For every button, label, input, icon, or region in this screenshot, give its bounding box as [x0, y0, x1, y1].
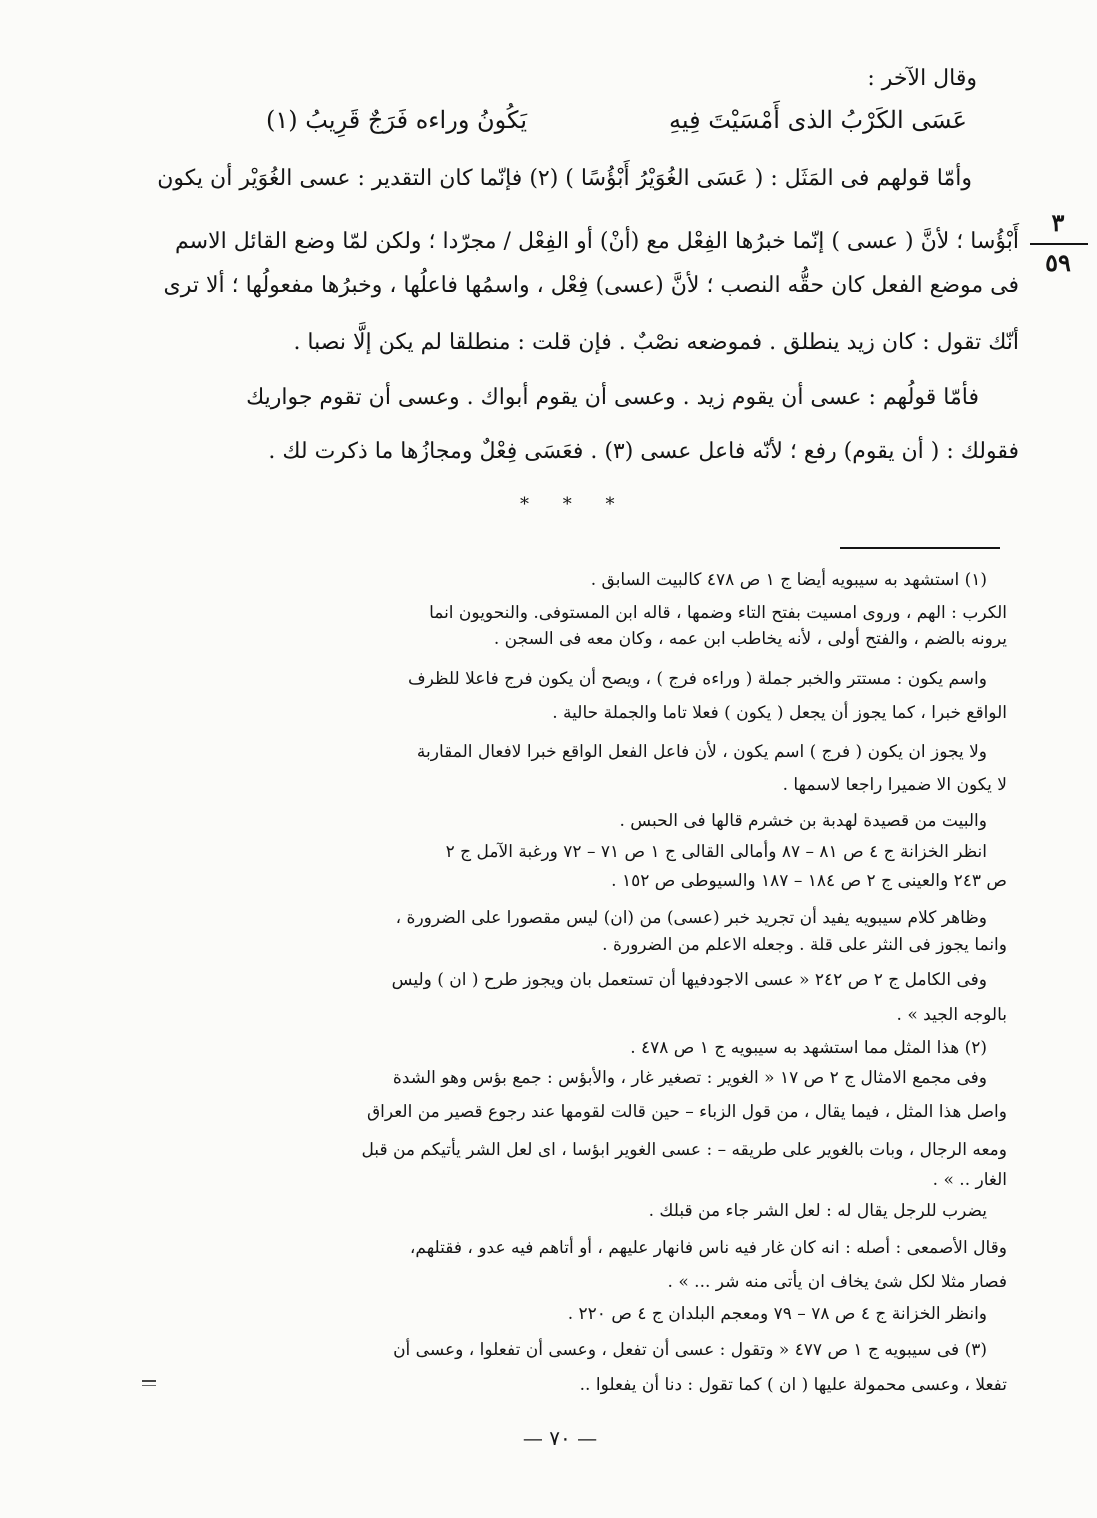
footnote-line: (٢) هذا المثل مما استشهد به سيبويه ج ١ ص ٤٧٨ . [630, 1038, 987, 1058]
print-mark [142, 1380, 156, 1382]
footnote-line: وقال الأصمعى : أصله : انه كان غار فيه ناس فانهار عليهم ، أو أتاهم فيه عدو ، فقتلهم، [409, 1238, 1007, 1258]
margin-reference-top: ٣ [1051, 208, 1065, 237]
print-mark [142, 1385, 156, 1386]
section-separator-stars: * * * [520, 494, 629, 515]
footnote-line: انظر الخزانة ج ٤ ص ٨١ – ٨٧ وأمالى القالى ج ١ ص ٧١ – ٧٢ ورغبة الآمل ج ٢ [445, 842, 987, 862]
page-number: — ٧٠ — [522, 1426, 598, 1450]
footnote-line: واسم يكون : مستتر والخبر جملة ( وراءه فرج ) ، ويصح أن يكون فرج فاعلا للظرف [407, 669, 987, 689]
footnote-line: لا يكون الا ضميرا راجعا لاسمها . [782, 775, 1007, 795]
footnote-line: ص ٢٤٣ والعينى ج ٢ ص ١٨٤ – ١٨٧ والسيوطى ص ١٥٢ . [611, 871, 1007, 891]
footnote-line: وانما يجوز فى النثر على قلة . وجعله الاعلم من الضرورة . [602, 935, 1007, 955]
margin-reference-bottom: ٥٩ [1045, 248, 1071, 277]
footnote-line: الكرب : الهم ، وروى امسيت بفتح التاء وضمها ، قاله ابن المستوفى. والنحويون انما [429, 603, 1007, 623]
main-text-line: فقولك : ( أن يقوم) رفع ؛ لأنّه فاعل عسى (٣) . فعَسَى فِعْلٌ ومجازُها ما ذكرت لك . [268, 439, 1019, 464]
footnote-line: وفى الكامل ج ٢ ص ٢٤٢ « عسى الاجودفيها أن تستعمل بان ويجوز طرح ( ان ) وليس [391, 970, 987, 990]
margin-reference-rule [1030, 243, 1088, 245]
main-text-line: فأمّا قولُهم : عسى أن يقوم زيد . وعسى أن يقوم أبواك . وعسى أن تقوم جواريك [246, 385, 979, 410]
verse-second-hemistich: يَكُونُ وراءه فَرَجٌ قَرِيبُ (١) [266, 106, 527, 134]
footnote-line: يرونه بالضم ، والفتح أولى ، لأنه يخاطب ابن عمه ، وكان معه فى السجن . [493, 629, 1007, 649]
footnote-line: فصار مثلا لكل شئ يخاف ان يأتى منه شر ... » . [667, 1272, 1007, 1292]
footnote-separator-rule [840, 547, 1000, 549]
footnote-line: (٣) فى سيبويه ج ١ ص ٤٧٧ « وتقول : عسى أن تفعل ، وعسى أن تفعلوا ، وعسى أن [393, 1340, 987, 1360]
footnote-line: يضرب للرجل يقال له : لعل الشر جاء من قبلك . [648, 1201, 987, 1221]
footnote-line: تفعلا ، وعسى محمولة عليها ( ان ) كما تقول : دنا أن يفعلوا .. [579, 1375, 1007, 1395]
footnote-line: الغار .. » . [932, 1170, 1007, 1190]
main-text-line: أنّك تقول : كان زيد ينطلق . فموضعه نصْبٌ . فإن قلت : منطلقا لم يكن إلَّا نصبا . [293, 330, 1019, 355]
footnote-line: بالوجه الجيد » . [896, 1005, 1007, 1025]
footnote-line: ومعه الرجال ، وبات بالغوير على طريقه – : عسى الغوير ابؤسا ، اى لعل الشر يأتيكم من قبل [361, 1140, 1007, 1160]
footnote-line: الواقع خبرا ، كما يجوز أن يجعل ( يكون ) فعلا تاما والجملة حالية . [552, 703, 1007, 723]
footnote-line: والبيت من قصيدة لهدبة بن خشرم قالها فى الحبس . [619, 811, 987, 831]
section-heading: وقال الآخر : [867, 66, 977, 91]
main-text-line: فى موضع الفعل كان حقُّه النصب ؛ لأنَّ (عسى) فِعْل ، واسمُها فاعلُها ، وخبرُها مفعولُها ؛ ألا ترى [163, 273, 1019, 298]
main-text-line: وأمّا قولهم فى المَثَل : ( عَسَى الغُوَيْرُ أَبْؤُسًا ) (٢) فإنّما كان التقدير : عسى الغُوَيْر أن يكون [157, 166, 972, 191]
footnote-line: وانظر الخزانة ج ٤ ص ٧٨ – ٧٩ ومعجم البلدان ج ٤ ص ٢٢٠ . [567, 1304, 987, 1324]
footnote-line: ولا يجوز ان يكون ( فرج ) اسم يكون ، لأن فاعل الفعل الواقع خبرا لافعال المقاربة [416, 742, 987, 762]
footnote-line: واصل هذا المثل ، فيما يقال ، من قول الزباء – حين قالت لقومها عند رجوع قصير من العراق [366, 1102, 1007, 1122]
verse-first-hemistich: عَسَى الكَرْبُ الذى أَمْسَيْتَ فِيهِ [668, 106, 967, 134]
footnote-line: وفى مجمع الامثال ج ٢ ص ١٧ « الغوير : تصغير غار ، والأبؤس : جمع بؤس وهو الشدة [392, 1068, 987, 1088]
main-text-line: أَبْؤُسا ؛ لأنَّ ( عسى ) إنّما خبرُها الفِعْل مع (أنْ) أو الفِعْل / مجرّدا ؛ ولكن لمّا وضع القائل الاسم [175, 229, 1019, 254]
footnote-line: وظاهر كلام سيبويه يفيد أن تجريد خبر (عسى) من (ان) ليس مقصورا على الضرورة ، [395, 908, 987, 928]
footnote-line: (١) استشهد به سيبويه أيضا ج ١ ص ٤٧٨ كالبيت السابق . [590, 570, 987, 590]
